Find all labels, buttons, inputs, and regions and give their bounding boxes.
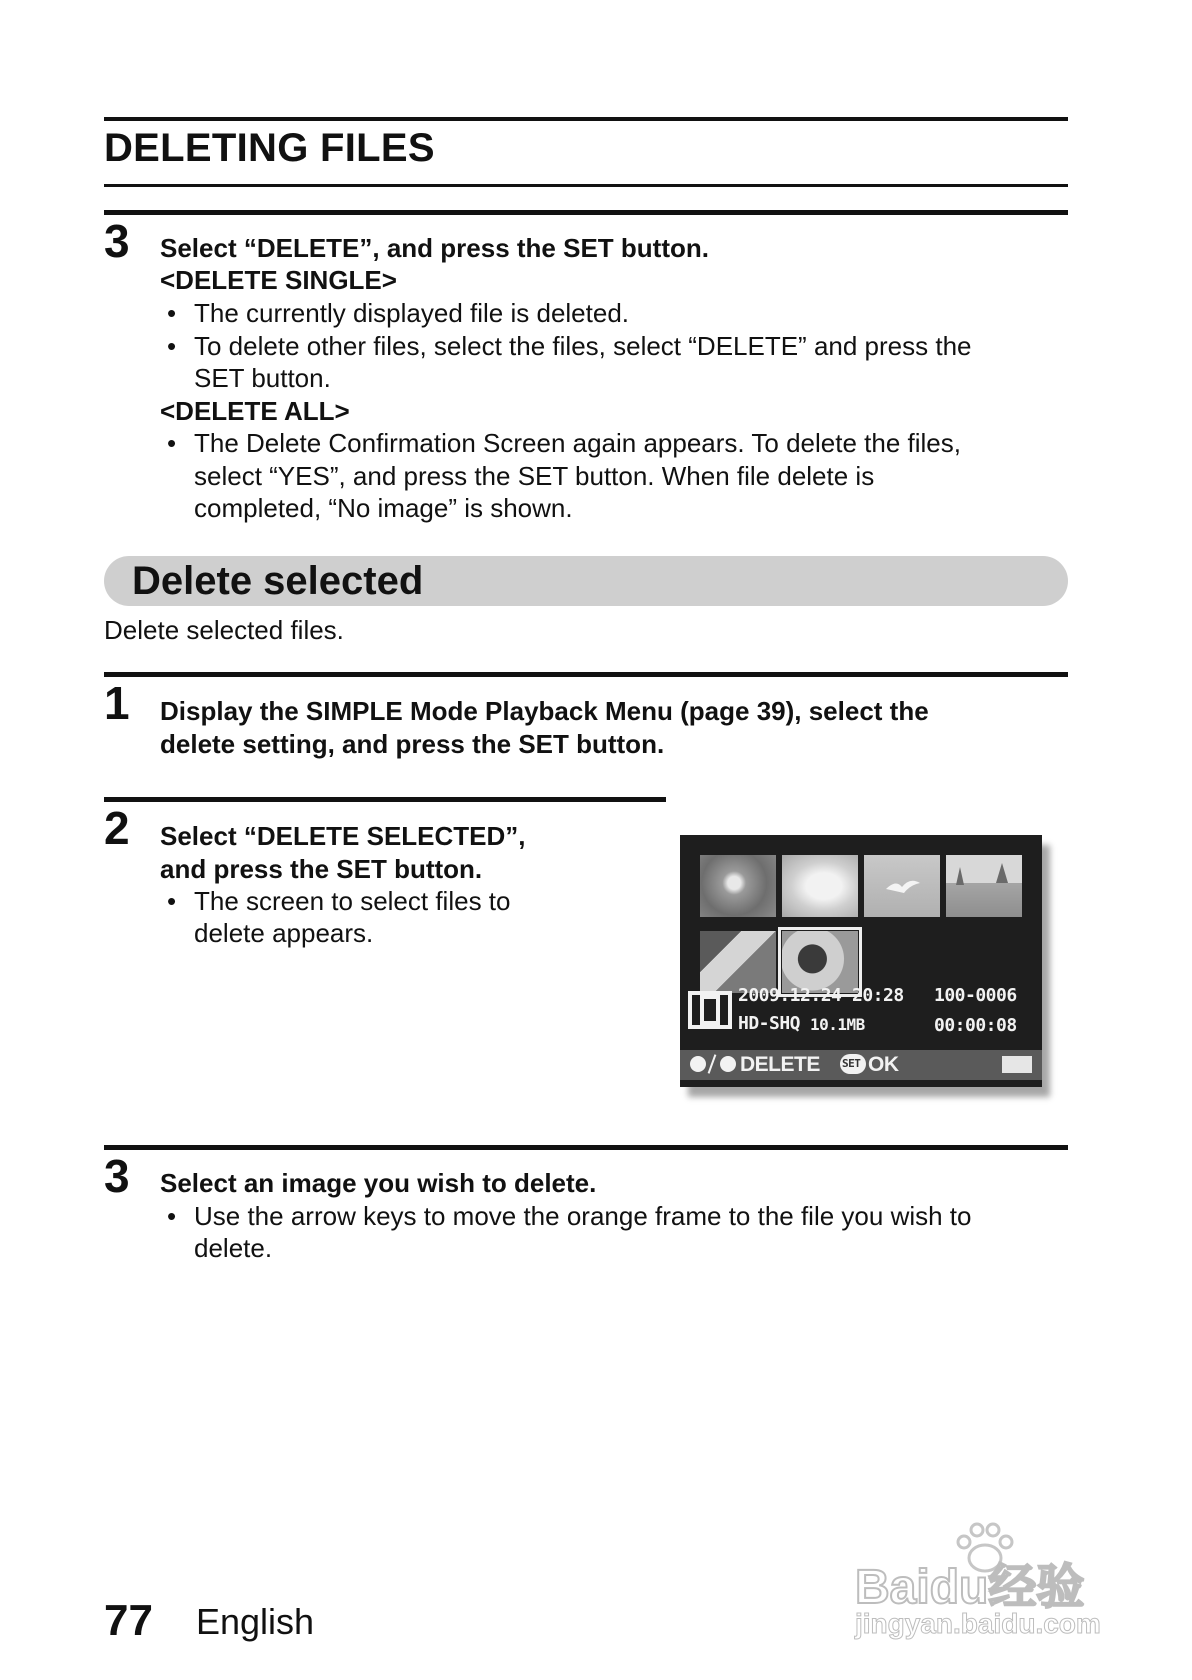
step-number: 3 <box>104 215 130 267</box>
thumbnail-park <box>946 855 1022 917</box>
set-label: SET <box>842 1057 861 1070</box>
screen-command-bar <box>680 1050 1042 1080</box>
bullet-item <box>160 297 629 330</box>
step-title-line: Display the SIMPLE Mode Playback Menu (page 39), select the <box>160 696 929 726</box>
bullet-text: The currently displayed file is deleted. <box>194 298 630 328</box>
step-title: Select “DELETE”, and press the SET button. <box>160 233 709 263</box>
bird-icon <box>864 855 940 917</box>
bullet-continuation <box>160 460 874 493</box>
bullet-text: SET button. <box>194 363 331 393</box>
bullet-icon: • <box>167 886 177 916</box>
bullet-icon: • <box>167 331 177 361</box>
video-button-icon <box>720 1056 736 1072</box>
section-title: Delete selected <box>132 559 424 603</box>
thumbnail-rabbit <box>782 855 858 917</box>
delete-single-label: <DELETE SINGLE> <box>160 265 397 295</box>
thumbnail-bird <box>864 855 940 917</box>
step-number: 3 <box>104 1150 130 1202</box>
file-size: 10.1MB <box>810 1015 865 1034</box>
bullet-text: delete appears. <box>194 918 374 948</box>
file-number: 100-0006 <box>934 985 1017 1006</box>
bullet-text: delete. <box>194 1233 273 1263</box>
ok-command-label: OK <box>868 1053 899 1076</box>
step-number: 1 <box>104 677 130 729</box>
step-divider <box>104 210 1068 215</box>
bullet-icon: • <box>167 298 177 328</box>
step-title-line: Select “DELETE SELECTED”, <box>160 821 526 851</box>
video-duration: 00:00:08 <box>934 1015 1017 1036</box>
bullet-icon: • <box>167 428 177 458</box>
delete-command-label: DELETE <box>740 1053 820 1076</box>
page-number: 77 <box>104 1596 153 1645</box>
title-underline <box>104 184 1068 187</box>
slash-separator <box>708 1054 717 1073</box>
page-language: English <box>196 1601 315 1642</box>
file-time: 20:28 <box>852 985 904 1006</box>
watermark-url: jingyan.baidu.com <box>855 1608 1101 1639</box>
bullet-continuation <box>160 1232 272 1265</box>
tree-icon <box>946 855 1022 917</box>
section-intro: Delete selected files. <box>104 615 344 645</box>
bullet-item <box>160 885 510 918</box>
bullet-continuation <box>160 362 331 395</box>
film-icon <box>688 991 732 1029</box>
bullet-item <box>160 330 972 363</box>
delete-all-label: <DELETE ALL> <box>160 396 350 426</box>
bullet-text: select “YES”, and press the SET button. When file delete is <box>194 461 875 491</box>
bullet-text: The Delete Confirmation Screen again appears. To delete the files, <box>194 428 961 458</box>
step-number: 2 <box>104 802 130 854</box>
camera-button-icon <box>690 1056 706 1072</box>
thumbnail-woman <box>700 931 776 993</box>
thumbnail-flower <box>700 855 776 917</box>
bullet-continuation <box>160 917 373 950</box>
bullet-item <box>160 1200 972 1233</box>
step-divider <box>104 797 666 802</box>
step-divider <box>104 1145 1068 1150</box>
top-rule <box>104 117 1068 121</box>
battery-icon <box>1002 1056 1032 1073</box>
video-quality: HD-SHQ <box>738 1013 801 1034</box>
step-divider <box>104 672 1068 677</box>
page-title: DELETING FILES <box>104 126 435 170</box>
step-title: Select an image you wish to delete. <box>160 1168 597 1198</box>
step-title-line: delete setting, and press the SET button. <box>160 729 665 759</box>
bullet-continuation <box>160 492 573 525</box>
bullet-text: To delete other files, select the files, select “DELETE” and press the <box>194 331 972 361</box>
file-date: 2009.12.24 <box>738 985 842 1006</box>
bullet-text: The screen to select files to <box>194 886 511 916</box>
step-title-line: and press the SET button. <box>160 854 483 884</box>
bullet-text: Use the arrow keys to move the orange frame to the file you wish to <box>194 1201 972 1231</box>
section-heading-bar <box>104 556 1068 606</box>
watermark-brand: Baidu经验 <box>855 1561 1085 1614</box>
bullet-item <box>160 427 961 460</box>
camera-screen <box>680 835 1042 1087</box>
bullet-icon: • <box>167 1201 177 1231</box>
bullet-text: completed, “No image” is shown. <box>194 493 573 523</box>
